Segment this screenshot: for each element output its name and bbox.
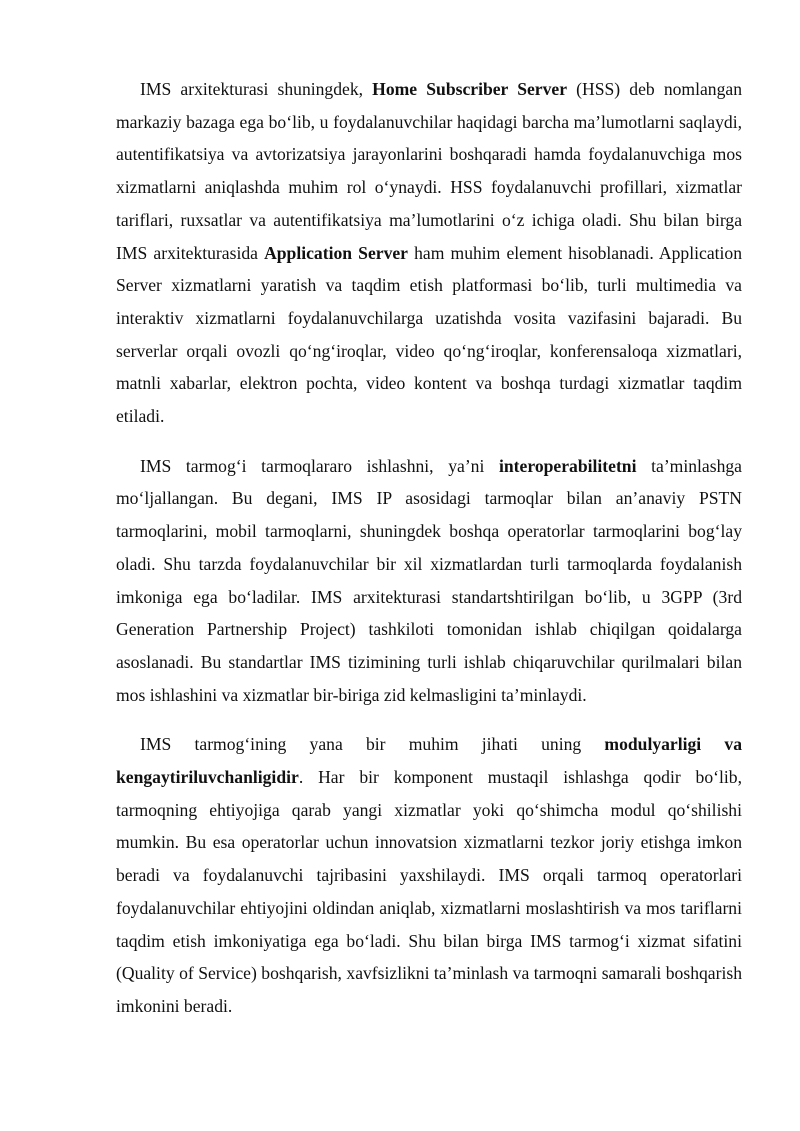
paragraph-text: IMS arxitekturasi shuningdek, [140,79,373,99]
paragraph-hss-application-server [116,73,742,433]
paragraph-text: IMS tarmog‘ining yana bir muhim jihati uning [140,734,605,755]
paragraph-text: ham muhim element hisoblanadi. Application Server xizmatlarni yaratish va taqdim etish platformasi bo‘lib, turli multimedia va interaktiv xizmatlarni foydalanuvchilarga uzatishda vosita vazifasini bajaradi. Bu serverlar orqali ovozli qo‘ng‘iroqlar, video qo‘ng‘iroqlar, konferensaloqa xizmatlari, matnli xabarlar, elektron pochta, video kontent va boshqa turdagi xizmatlar taqdim etiladi. [116,242,742,427]
bold-term-home-subscriber-server: Home Subscriber Server [372,79,568,99]
bold-term-modularity: modulyarligi va kengaytiriluvchanligidir [116,734,742,788]
paragraph-text: IMS tarmog‘i tarmoqlararo ishlashni, ya’ni [140,455,499,476]
paragraph-interoperability [116,450,742,712]
paragraph-modularity [116,728,742,1022]
bold-term-application-server: Application Server [264,242,408,263]
paragraph-text: (HSS) deb nomlangan markaziy bazaga ega bo‘lib, u foydalanuvchilar haqidagi barcha ma’lumotlarni saqlaydi, autentifikatsiya va avtorizatsiya jarayonlarini boshqaradi hamda foydalanuvchiga mos xizmatlarni aniqlashda muhim rol o‘ynaydi. HSS foydalanuvchi profillari, xizmatlar tariflari, ruxsatlar va autentifikatsiya ma’lumotlarini o‘z ichiga oladi. Shu bilan birga IMS arxitekturasida [116,79,743,263]
bold-term-interoperabilitetni: interoperabilitetni [499,455,637,476]
paragraph-text: . Har bir komponent mustaqil ishlashga qodir bo‘lib, tarmoqning ehtiyojiga qarab yangi xizmatlar yoki qo‘shimcha modul qo‘shilishi mumkin. Bu esa operatorlar uchun innovatsion xizmatlarni tezkor joriy etishga imkon beradi va foydalanuvchi tajribasini yaxshilaydi. IMS orqali tarmoq operatorlari foydalanuvchilar ehtiyojini oldindan aniqlab, xizmatlarni moslashtirish va mos tariflarni taqdim etish imkoniyatiga ega bo‘ladi. Shu bilan birga IMS tarmog‘i xizmat sifatini (Quality of Service) boshqarish, xavfsizlikni ta’minlash va tarmoqni samarali boshqarish imkonini beradi. [116,767,742,1016]
paragraph-text: ta’minlashga mo‘ljallangan. Bu degani, IMS IP asosidagi tarmoqlar bilan an’anaviy PSTN tarmoqlarini, mobil tarmoqlarni, shuningdek boshqa operatorlar tarmoqlarini bog‘lay oladi. Shu tarzda foydalanuvchilar bir xil xizmatlardan turli tarmoqlarda foydalanish imkoniga ega bo‘ladilar. IMS arxitekturasi standartshtirilgan bo‘lib, u 3GPP (3rd Generation Partnership Project) tashkiloti tomonidan ishlab chiqilgan qoidalarga asoslanadi. Bu standartlar IMS tizimining turli ishlab chiqaruvchilar qurilmalari bilan mos ishlashini va xizmatlar bir-biriga zid kelmasligini ta’minlaydi. [116,455,742,705]
